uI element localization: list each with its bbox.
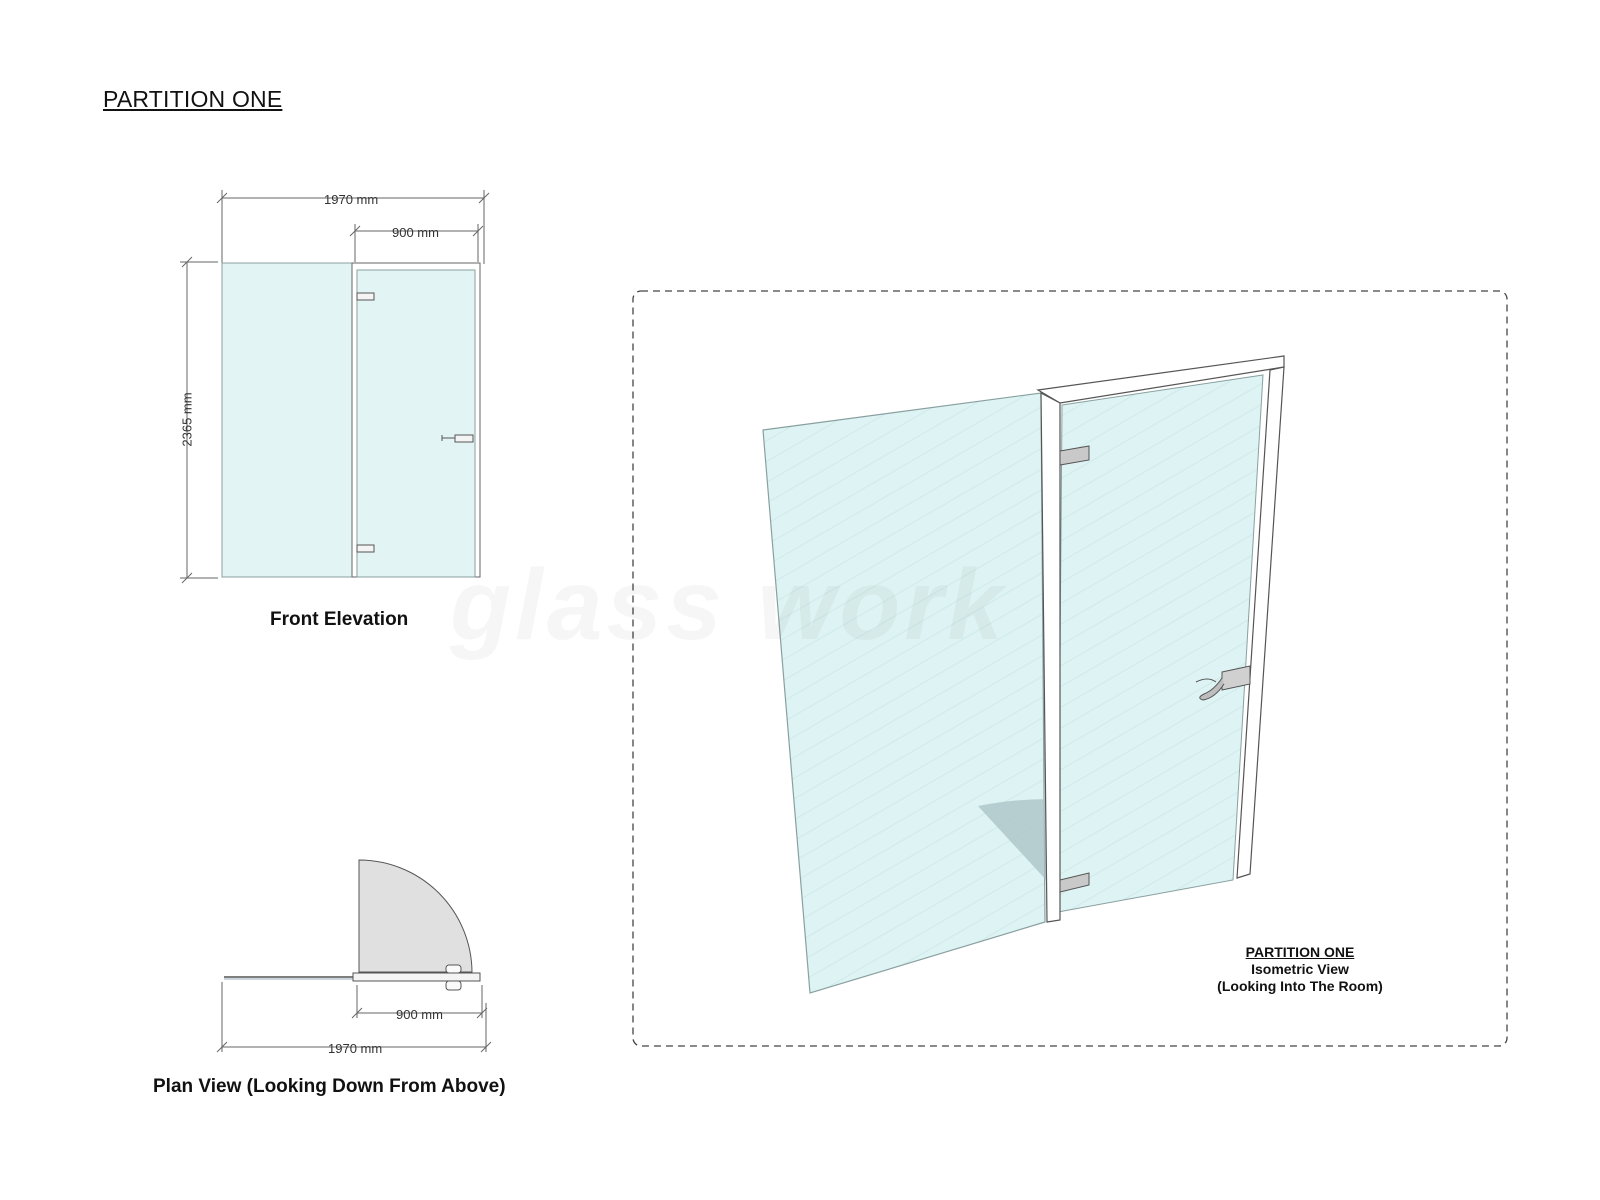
hinge-top: [357, 293, 374, 300]
door-swing-arc: [359, 860, 472, 972]
isometric-view: [633, 291, 1507, 1046]
isometric-label-title: PARTITION ONE: [1245, 944, 1355, 960]
dim-door-width-plan: 900 mm: [396, 1007, 443, 1022]
isometric-label-subtitle: Isometric View: [1251, 961, 1349, 977]
dim-total-width-plan: 1970 mm: [328, 1041, 383, 1056]
front-elevation: [180, 190, 489, 583]
dim-height-elevation: 2365 mm: [179, 392, 195, 447]
isometric-label: [1170, 944, 1430, 995]
dim-door-width-elevation: 900 mm: [392, 225, 439, 240]
hinge-bottom: [357, 545, 374, 552]
dim-total-width-elevation: 1970 mm: [324, 192, 379, 207]
door-glass: [357, 270, 475, 577]
front-elevation-caption: Front Elevation: [270, 609, 409, 630]
iso-fixed-glass: [763, 393, 1045, 993]
isometric-label-note: (Looking Into The Room): [1217, 978, 1383, 994]
plan-door-leaf: [353, 973, 480, 981]
plan-view-caption: Plan View (Looking Down From Above): [153, 1076, 506, 1097]
fixed-glass-panel: [222, 263, 352, 577]
plan-view: [217, 860, 491, 1052]
page-title: PARTITION ONE: [103, 86, 283, 112]
